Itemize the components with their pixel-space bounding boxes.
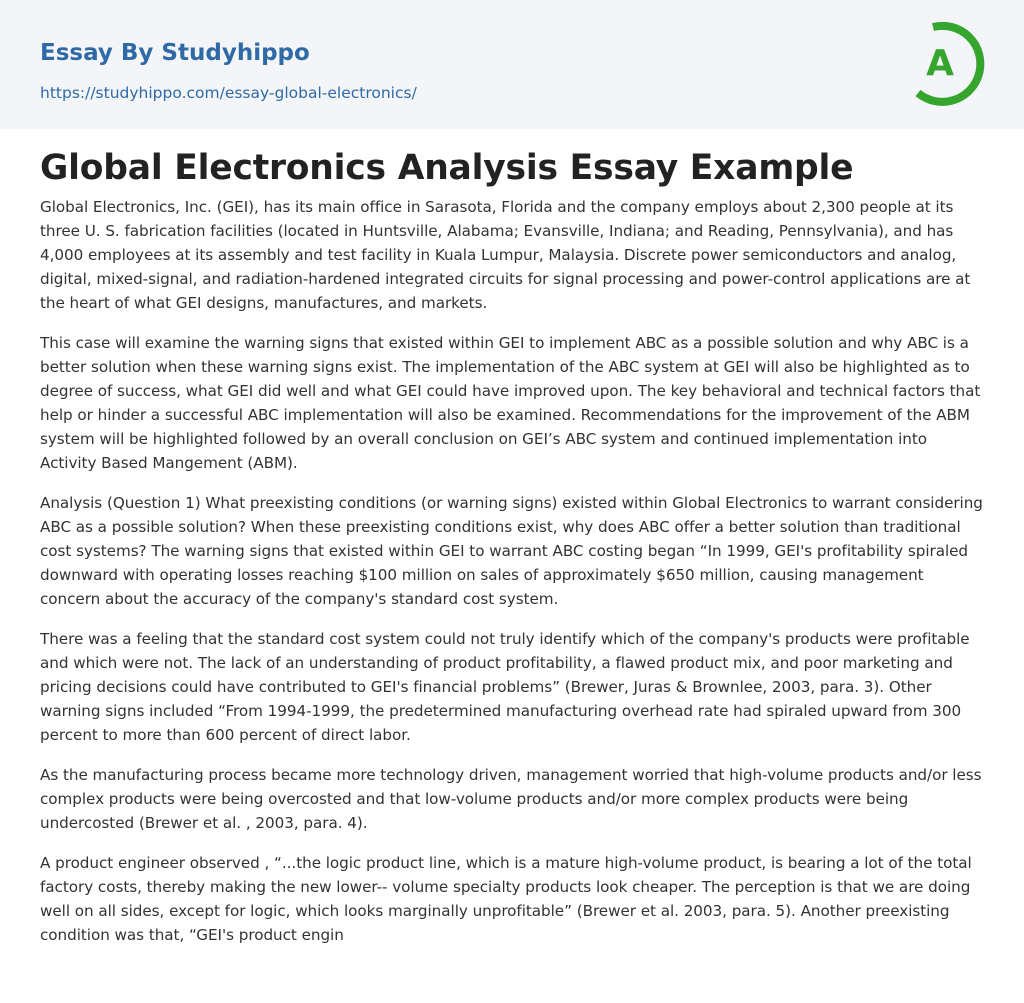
site-header xyxy=(0,0,1024,129)
logo-letter: A xyxy=(926,43,954,84)
page-title: Global Electronics Analysis Essay Example xyxy=(40,148,854,188)
paragraph: As the manufacturing process became more technology driven, management worried that high-volume products and/or less complex products were being overcosted and that low-volume products and/or more complex products were being undercosted (Brewer et al. , 2003, para. 4). xyxy=(40,766,982,832)
article xyxy=(40,143,988,963)
brand-title[interactable]: Essay By Studyhippo xyxy=(40,40,310,66)
paragraph: Global Electronics, Inc. (GEI), has its main office in Sarasota, Florida and the company employs about 2,300 people at its three U. S. fabrication facilities (located in Huntsville, Alabama; Evansville, Indiana; and Reading, Pennsylvania), and has 4,000 employees at its assembly and test facility in Kuala Lumpur, Malaysia. Discrete power semiconductors and analog, digital, mixed-signal, and radiation-hardened integrated circuits for signal processing and power-control applications are at the heart of what GEI designs, manufactures, and markets. xyxy=(40,198,971,312)
paragraph: There was a feeling that the standard cost system could not truly identify which of the company's products were profitable and which were not. The lack of an understanding of product profitability, a flawed product mix, and poor marketing and pricing decisions could have contributed to GEI's financial problems” (Brewer, Juras & Brownlee, 2003, para. 3). Other warning signs included “From 1994-1999, the predetermined manufacturing overhead rate had spiraled upward from 300 percent to more than 600 percent of direct labor. xyxy=(40,630,970,744)
paragraph: A product engineer observed , “...the logic product line, which is a mature high-volume product, is bearing a lot of the total factory costs, thereby making the new lower-- volume specialty products look cheaper. The perception is that we are doing well on all sides, except for logic, which looks marginally unprofitable” (Brewer et al. 2003, para. 5). Another preexisting condition was that, “GEI's product engin xyxy=(40,854,972,944)
studyhippo-logo-icon[interactable] xyxy=(906,17,992,107)
source-url-link[interactable]: https://studyhippo.com/essay-global-electronics/ xyxy=(40,84,417,102)
paragraph: This case will examine the warning signs that existed within GEI to implement ABC as a possible solution and why ABC is a better solution when these warning signs exist. The implementation of the ABC system at GEI will also be highlighted as to degree of success, what GEI did well and what GEI could have improved upon. The key behavioral and technical factors that help or hinder a successful ABC implementation will also be examined. Recommendations for the improvement of the ABM system will be highlighted followed by an overall conclusion on GEI’s ABC system and continued implementation into Activity Based Mangement (ABM). xyxy=(40,334,981,472)
paragraph: Analysis (Question 1) What preexisting conditions (or warning signs) existed within Global Electronics to warrant considering ABC as a possible solution? When these preexisting conditions exist, why does ABC offer a better solution than traditional cost systems? The warning signs that existed within GEI to warrant ABC costing began “In 1999, GEI's profitability spiraled downward with operating losses reaching $100 million on sales of approximately $650 million, causing management concern about the accuracy of the company's standard cost system. xyxy=(40,494,983,608)
